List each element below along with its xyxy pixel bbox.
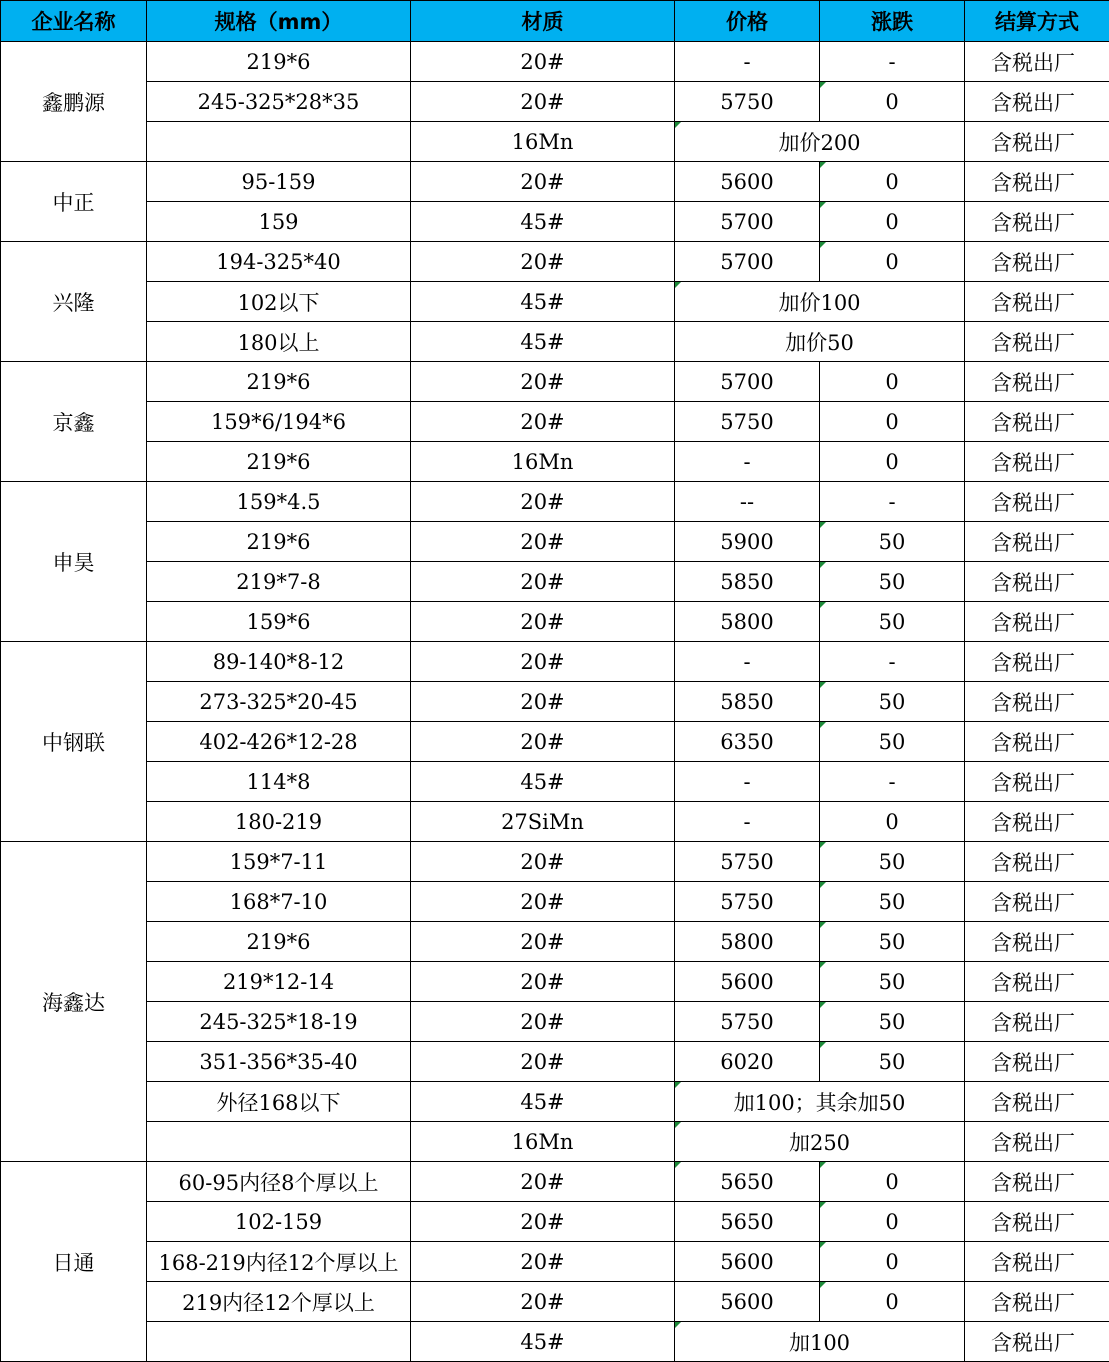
settlement-cell: 含税出厂 [965,282,1109,322]
price-note-cell: 加250 [675,1122,965,1162]
settlement-cell: 含税出厂 [965,722,1109,762]
spec-cell: 273-325*20-45 [147,682,411,722]
change-cell: 0 [820,1162,965,1202]
table-row [1,1282,1109,1322]
table-row [1,362,1109,402]
company-cell: 中正 [1,162,147,242]
change-cell: 0 [820,402,965,442]
table-row [1,1242,1109,1282]
spec-cell: 159*6/194*6 [147,402,411,442]
settlement-cell: 含税出厂 [965,802,1109,842]
company-cell: 日通 [1,1162,147,1362]
spec-cell: 102以下 [147,282,411,322]
material-cell: 20# [411,1282,675,1322]
price-cell: 6350 [675,722,820,762]
price-cell: 5850 [675,682,820,722]
table-row [1,842,1109,882]
change-cell: 0 [820,802,965,842]
price-cell: 6020 [675,1042,820,1082]
change-cell: 50 [820,962,965,1002]
price-cell: 5650 [675,1202,820,1242]
change-cell: 0 [820,242,965,282]
settlement-cell: 含税出厂 [965,1082,1109,1122]
table-row [1,1202,1109,1242]
header-change: 涨跌 [820,1,965,42]
price-cell: - [675,642,820,682]
settlement-cell: 含税出厂 [965,482,1109,522]
change-cell: 0 [820,362,965,402]
material-cell: 20# [411,522,675,562]
change-cell: 50 [820,522,965,562]
change-cell: - [820,762,965,802]
settlement-cell: 含税出厂 [965,1122,1109,1162]
company-cell: 鑫鹏源 [1,42,147,162]
settlement-cell: 含税出厂 [965,522,1109,562]
header-price: 价格 [675,1,820,42]
table-row [1,802,1109,842]
change-cell: 50 [820,922,965,962]
table-row [1,962,1109,1002]
price-cell: - [675,762,820,802]
spec-cell: 219*6 [147,42,411,82]
price-cell: 5700 [675,202,820,242]
settlement-cell: 含税出厂 [965,682,1109,722]
spec-cell: 159*7-11 [147,842,411,882]
change-cell: 0 [820,82,965,122]
price-cell: 5650 [675,1162,820,1202]
material-cell: 20# [411,362,675,402]
change-cell: 50 [820,562,965,602]
spec-cell: 219*12-14 [147,962,411,1002]
settlement-cell: 含税出厂 [965,1202,1109,1242]
table-row [1,1042,1109,1082]
price-cell: 5750 [675,82,820,122]
price-note-cell: 加价50 [675,322,965,362]
settlement-cell: 含税出厂 [965,602,1109,642]
change-cell: 0 [820,442,965,482]
spec-cell: 219*6 [147,362,411,402]
material-cell: 20# [411,682,675,722]
header-row [1,1,1109,42]
settlement-cell: 含税出厂 [965,242,1109,282]
price-cell: 5600 [675,1242,820,1282]
change-cell: 0 [820,1202,965,1242]
price-cell: - [675,802,820,842]
table-row [1,1002,1109,1042]
settlement-cell: 含税出厂 [965,642,1109,682]
settlement-cell: 含税出厂 [965,202,1109,242]
material-cell: 20# [411,962,675,1002]
settlement-cell: 含税出厂 [965,842,1109,882]
table-row [1,442,1109,482]
spec-cell: 159*6 [147,602,411,642]
material-cell: 45# [411,762,675,802]
change-cell: 0 [820,202,965,242]
company-cell: 海鑫达 [1,842,147,1162]
change-cell: 0 [820,162,965,202]
change-cell: 0 [820,1282,965,1322]
material-cell: 45# [411,1082,675,1122]
table-row [1,722,1109,762]
price-cell: 5850 [675,562,820,602]
table-row [1,282,1109,322]
spec-cell: 95-159 [147,162,411,202]
material-cell: 20# [411,242,675,282]
price-cell: 5750 [675,842,820,882]
price-note-cell: 加价200 [675,122,965,162]
spec-cell: 402-426*12-28 [147,722,411,762]
table-row [1,482,1109,522]
table-row [1,1082,1109,1122]
material-cell: 20# [411,602,675,642]
settlement-cell: 含税出厂 [965,1322,1109,1362]
price-cell: 5750 [675,1002,820,1042]
settlement-cell: 含税出厂 [965,162,1109,202]
table-row [1,402,1109,442]
change-cell: 50 [820,682,965,722]
spec-cell [147,122,411,162]
table-row [1,1122,1109,1162]
settlement-cell: 含税出厂 [965,882,1109,922]
price-cell: 5600 [675,162,820,202]
settlement-cell: 含税出厂 [965,962,1109,1002]
company-cell: 申昊 [1,482,147,642]
change-cell: - [820,642,965,682]
table-row [1,122,1109,162]
material-cell: 20# [411,842,675,882]
price-note-cell: 加100；其余加50 [675,1082,965,1122]
company-cell: 京鑫 [1,362,147,482]
change-cell: - [820,42,965,82]
table-row [1,1162,1109,1202]
material-cell: 16Mn [411,1122,675,1162]
table-row [1,882,1109,922]
spec-cell: 外径168以下 [147,1082,411,1122]
price-cell: 5750 [675,402,820,442]
header-spec: 规格（mm） [147,1,411,42]
material-cell: 20# [411,562,675,602]
material-cell: 20# [411,162,675,202]
table-row [1,322,1109,362]
change-cell: 50 [820,882,965,922]
settlement-cell: 含税出厂 [965,1242,1109,1282]
material-cell: 45# [411,322,675,362]
table-row [1,922,1109,962]
header-material: 材质 [411,1,675,42]
settlement-cell: 含税出厂 [965,1282,1109,1322]
price-cell: 5600 [675,962,820,1002]
table-row [1,562,1109,602]
table-row [1,1322,1109,1362]
spec-cell: 245-325*28*35 [147,82,411,122]
material-cell: 16Mn [411,122,675,162]
price-cell: 5700 [675,242,820,282]
price-cell: 5800 [675,602,820,642]
spec-cell: 168-219内径12个厚以上 [147,1242,411,1282]
spec-cell: 180-219 [147,802,411,842]
price-note-cell: 加100 [675,1322,965,1362]
material-cell: 20# [411,1002,675,1042]
change-cell: 50 [820,842,965,882]
spec-cell: 245-325*18-19 [147,1002,411,1042]
header-company: 企业名称 [1,1,147,42]
material-cell: 20# [411,882,675,922]
header-settlement: 结算方式 [965,1,1109,42]
spec-cell [147,1122,411,1162]
table-row [1,82,1109,122]
settlement-cell: 含税出厂 [965,402,1109,442]
material-cell: 20# [411,722,675,762]
price-note-cell: 加价100 [675,282,965,322]
spec-cell: 219*6 [147,522,411,562]
spec-cell: 219内径12个厚以上 [147,1282,411,1322]
material-cell: 20# [411,42,675,82]
price-cell: 5700 [675,362,820,402]
price-cell: - [675,42,820,82]
spec-cell: 194-325*40 [147,242,411,282]
spec-cell: 219*6 [147,922,411,962]
spec-cell: 114*8 [147,762,411,802]
settlement-cell: 含税出厂 [965,922,1109,962]
material-cell: 20# [411,922,675,962]
change-cell: - [820,482,965,522]
settlement-cell: 含税出厂 [965,562,1109,602]
table-row [1,602,1109,642]
material-cell: 20# [411,1242,675,1282]
material-cell: 16Mn [411,442,675,482]
table-row [1,642,1109,682]
spec-cell: 60-95内径8个厚以上 [147,1162,411,1202]
material-cell: 45# [411,1322,675,1362]
table-body [1,42,1109,1362]
material-cell: 20# [411,1202,675,1242]
material-cell: 45# [411,282,675,322]
price-cell: -- [675,482,820,522]
company-cell: 中钢联 [1,642,147,842]
material-cell: 20# [411,402,675,442]
settlement-cell: 含税出厂 [965,82,1109,122]
table-row [1,682,1109,722]
settlement-cell: 含税出厂 [965,762,1109,802]
company-cell: 兴隆 [1,242,147,362]
price-cell: 5600 [675,1282,820,1322]
price-cell: 5800 [675,922,820,962]
spec-cell: 159*4.5 [147,482,411,522]
material-cell: 27SiMn [411,802,675,842]
material-cell: 20# [411,642,675,682]
table-row [1,42,1109,82]
settlement-cell: 含税出厂 [965,1042,1109,1082]
settlement-cell: 含税出厂 [965,1162,1109,1202]
spec-cell: 219*6 [147,442,411,482]
price-cell: - [675,442,820,482]
spec-cell: 89-140*8-12 [147,642,411,682]
price-cell: 5900 [675,522,820,562]
material-cell: 20# [411,482,675,522]
spec-cell: 159 [147,202,411,242]
spec-cell [147,1322,411,1362]
material-cell: 45# [411,202,675,242]
settlement-cell: 含税出厂 [965,122,1109,162]
table-row [1,522,1109,562]
settlement-cell: 含税出厂 [965,362,1109,402]
table-row [1,162,1109,202]
material-cell: 20# [411,1162,675,1202]
change-cell: 50 [820,1002,965,1042]
material-cell: 20# [411,1042,675,1082]
spec-cell: 180以上 [147,322,411,362]
settlement-cell: 含税出厂 [965,322,1109,362]
table-row [1,762,1109,802]
spec-cell: 351-356*35-40 [147,1042,411,1082]
table-row [1,202,1109,242]
spec-cell: 168*7-10 [147,882,411,922]
table-row [1,242,1109,282]
material-cell: 20# [411,82,675,122]
change-cell: 50 [820,722,965,762]
settlement-cell: 含税出厂 [965,42,1109,82]
change-cell: 50 [820,602,965,642]
settlement-cell: 含税出厂 [965,1002,1109,1042]
price-cell: 5750 [675,882,820,922]
spec-cell: 102-159 [147,1202,411,1242]
change-cell: 50 [820,1042,965,1082]
spec-cell: 219*7-8 [147,562,411,602]
change-cell: 0 [820,1242,965,1282]
settlement-cell: 含税出厂 [965,442,1109,482]
